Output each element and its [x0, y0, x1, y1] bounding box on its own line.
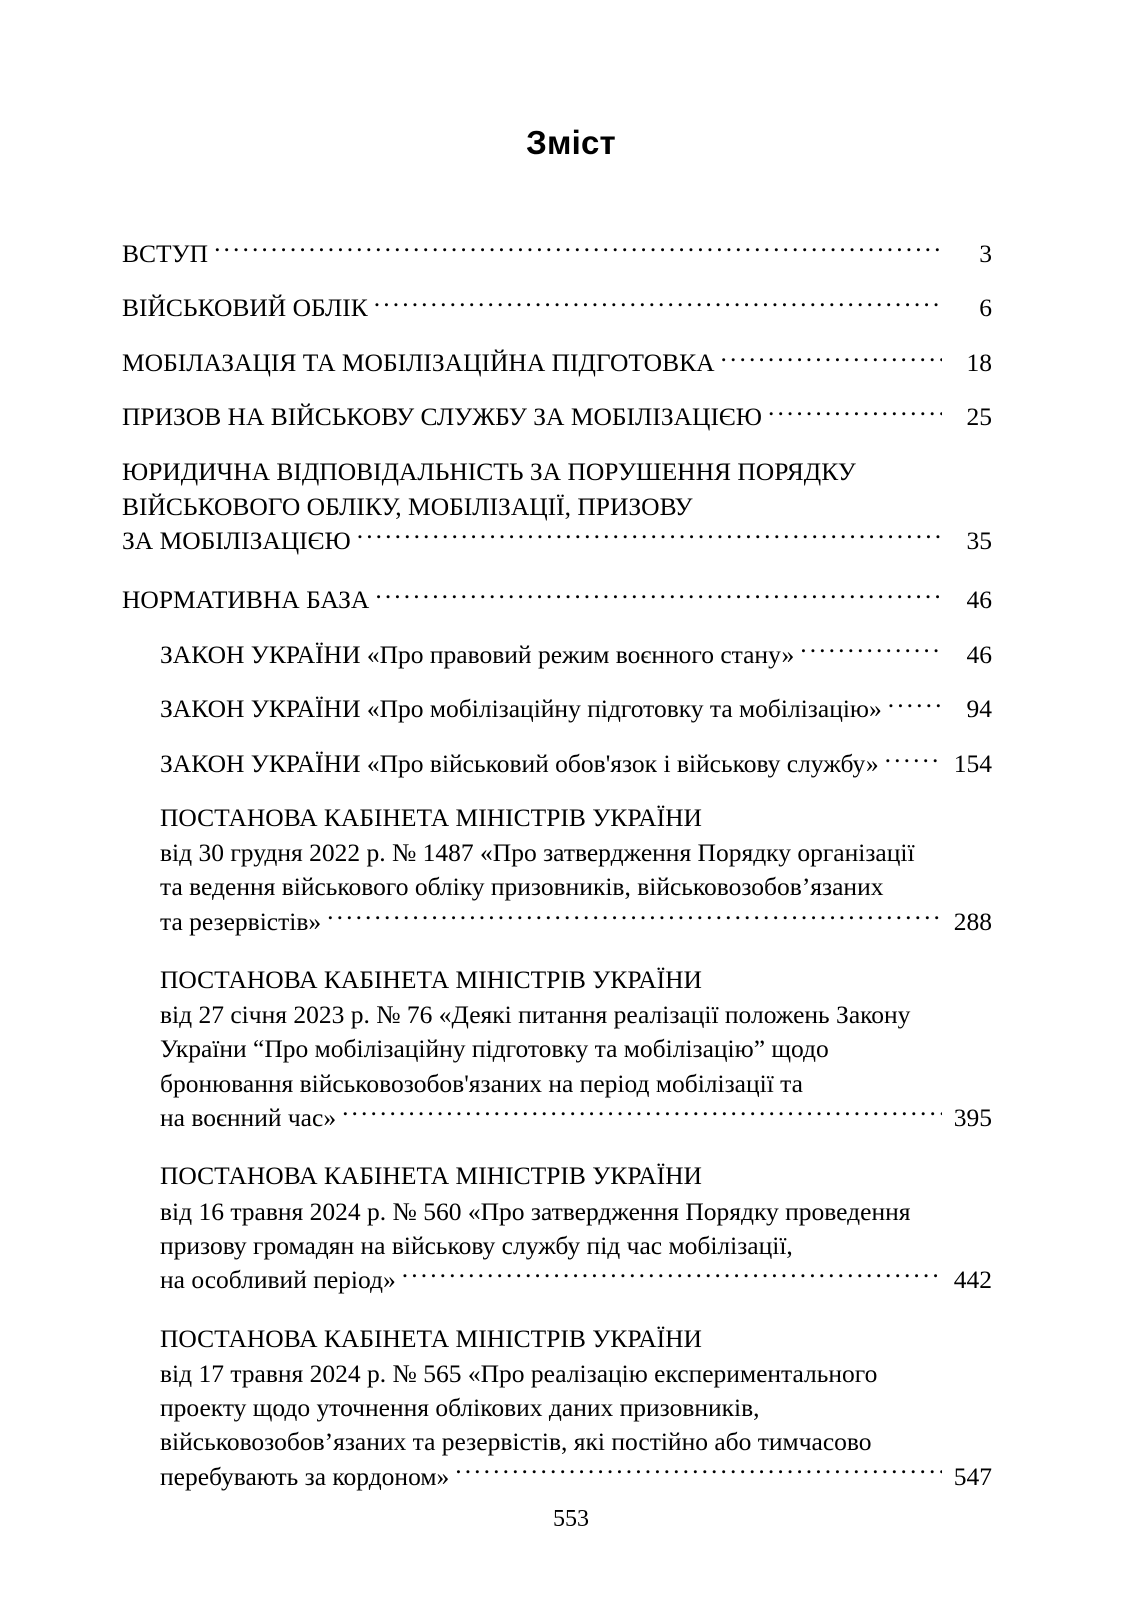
toc-entry-page-number: 18 [966, 347, 992, 377]
toc-entry-zakon-voyennyi-stan[interactable] [160, 637, 992, 671]
toc-entry-row [160, 905, 992, 940]
toc-entry-line: та ведення військового обліку призовників, військовозобов’язаних [160, 872, 884, 902]
toc-entry-postanova-76[interactable] [160, 963, 992, 1135]
toc-entry-label: та резервістів» [160, 907, 322, 937]
toc-entry-label: МОБІЛАЗАЦІЯ ТА МОБІЛІЗАЦІЙНА ПІДГОТОВКА [122, 347, 715, 377]
toc-entry-page-number: 25 [966, 402, 992, 432]
toc-entry-viyskovyi-oblik[interactable] [122, 291, 992, 325]
toc-entry-line: військовозобов’язаних та резервістів, які постійно або тимчасово [160, 1427, 872, 1457]
table-of-contents [122, 236, 992, 1518]
toc-entry-row [122, 400, 992, 434]
toc-entry-line: від 30 грудня 2022 р. № 1487 «Про затвердження Порядку організації [160, 838, 915, 868]
toc-entry-page-number: 6 [979, 293, 992, 323]
toc-entry-heading: ПОСТАНОВА КАБІНЕТА МІНІСТРІВ УКРАЇНИ [160, 1161, 702, 1191]
toc-entry-label: ЗАКОН УКРАЇНИ «Про мобілізаційну підготовку та мобілізацію» [160, 694, 882, 724]
toc-entry-zakon-mobilizatsiyna-pidhotovka[interactable] [160, 692, 992, 726]
toc-entry-heading: ПОСТАНОВА КАБІНЕТА МІНІСТРІВ УКРАЇНИ [160, 1323, 702, 1353]
toc-entry-row [160, 692, 992, 726]
toc-entry-row [160, 637, 992, 671]
dot-leader [214, 236, 942, 262]
toc-entry-heading: ПОСТАНОВА КАБІНЕТА МІНІСТРІВ УКРАЇНИ [160, 965, 702, 995]
toc-entry-row [160, 1459, 992, 1494]
toc-entry-page-number: 547 [953, 1461, 992, 1491]
toc-entry-mobilizatsiya-ta-pidhotovka[interactable] [122, 345, 992, 379]
toc-entry-label: НОРМАТИВНА БАЗА [122, 585, 370, 615]
toc-entry-pryzov-za-mobilizatsiyeyu[interactable] [122, 400, 992, 434]
toc-entry-page-number: 3 [979, 238, 992, 268]
toc-entry-line: ВІЙСЬКОВОГО ОБЛІКУ, МОБІЛІЗАЦІЇ, ПРИЗОВУ [122, 491, 693, 521]
toc-entry-heading: ПОСТАНОВА КАБІНЕТА МІНІСТРІВ УКРАЇНИ [160, 803, 702, 833]
toc-entry-postanova-1487[interactable] [160, 801, 992, 939]
toc-entry-postanova-565[interactable] [160, 1322, 992, 1494]
toc-entry-page-number: 154 [953, 748, 992, 778]
toc-entry-line: від 27 січня 2023 р. № 76 «Деякі питання реалізації положень Закону [160, 1000, 911, 1030]
dot-leader [374, 291, 942, 317]
toc-entry-line: бронювання військовозобов'язаних на період мобілізації та [160, 1068, 803, 1098]
toc-entry-label: ВІЙСЬКОВИЙ ОБЛІК [122, 293, 368, 323]
toc-entry-page-number: 46 [966, 585, 992, 615]
toc-entry-line: України “Про мобілізаційну підготовку та мобілізацію” щодо [160, 1034, 829, 1064]
dot-leader [455, 1459, 942, 1485]
toc-entry-row [160, 746, 992, 780]
toc-entry-row [122, 345, 992, 379]
toc-entry-label: ВСТУП [122, 238, 209, 268]
toc-entry-vstup[interactable] [122, 236, 992, 270]
toc-entry-label: ЗАКОН УКРАЇНИ «Про правовий режим воєнного стану» [160, 639, 795, 669]
toc-entry-row [122, 236, 992, 270]
toc-entry-heading: ЮРИДИЧНА ВІДПОВІДАЛЬНІСТЬ ЗА ПОРУШЕННЯ ПОРЯДКУ [122, 456, 856, 486]
dot-leader [721, 345, 942, 371]
toc-entry-postanova-560[interactable] [160, 1159, 992, 1297]
toc-entry-line: призову громадян на військову службу під час мобілізації, [160, 1230, 793, 1260]
toc-entry-page-number: 442 [953, 1265, 992, 1295]
dot-leader [402, 1263, 942, 1289]
toc-entry-yurydychna-vidpovidalnist[interactable] [122, 455, 992, 559]
toc-entry-row [160, 1263, 992, 1298]
toc-entry-page-number: 94 [966, 694, 992, 724]
toc-entry-page-number: 288 [953, 907, 992, 937]
toc-entry-line: від 17 травня 2024 р. № 565 «Про реалізацію експериментального [160, 1358, 878, 1388]
dot-leader [357, 524, 942, 550]
toc-entry-label: ЗА МОБІЛІЗАЦІЄЮ [122, 526, 351, 556]
toc-entry-label: ПРИЗОВ НА ВІЙСЬКОВУ СЛУЖБУ ЗА МОБІЛІЗАЦІЄЮ [122, 402, 762, 432]
toc-entry-label: ЗАКОН УКРАЇНИ «Про військовий обов'язок і військову службу» [160, 748, 879, 778]
page-title: Зміст [526, 124, 616, 161]
toc-entry-row [122, 524, 992, 559]
dot-leader [342, 1101, 942, 1127]
dot-leader [375, 583, 942, 609]
page-folio: 553 [553, 1506, 589, 1532]
toc-entry-row [122, 583, 992, 617]
toc-entry-row [122, 291, 992, 325]
toc-entry-row [160, 1101, 992, 1136]
toc-entry-page-number: 395 [953, 1103, 992, 1133]
toc-entry-page-number: 35 [966, 526, 992, 556]
dot-leader [800, 637, 942, 663]
toc-entry-label: на воєнний час» [160, 1103, 337, 1133]
dot-leader [888, 692, 942, 718]
toc-entry-label: на особливий період» [160, 1265, 396, 1295]
toc-entry-page-number: 46 [966, 639, 992, 669]
toc-entry-zakon-viyskovyi-obovyazok[interactable] [160, 746, 992, 780]
toc-entry-line: від 16 травня 2024 р. № 560 «Про затвердження Порядку проведення [160, 1196, 911, 1226]
dot-leader [327, 905, 942, 931]
toc-entry-label: перебувають за кордоном» [160, 1461, 450, 1491]
toc-entry-normatyvna-baza[interactable] [122, 583, 992, 617]
toc-entry-line: проекту щодо уточнення облікових даних призовників, [160, 1392, 760, 1422]
dot-leader [885, 746, 942, 772]
dot-leader [768, 400, 942, 426]
